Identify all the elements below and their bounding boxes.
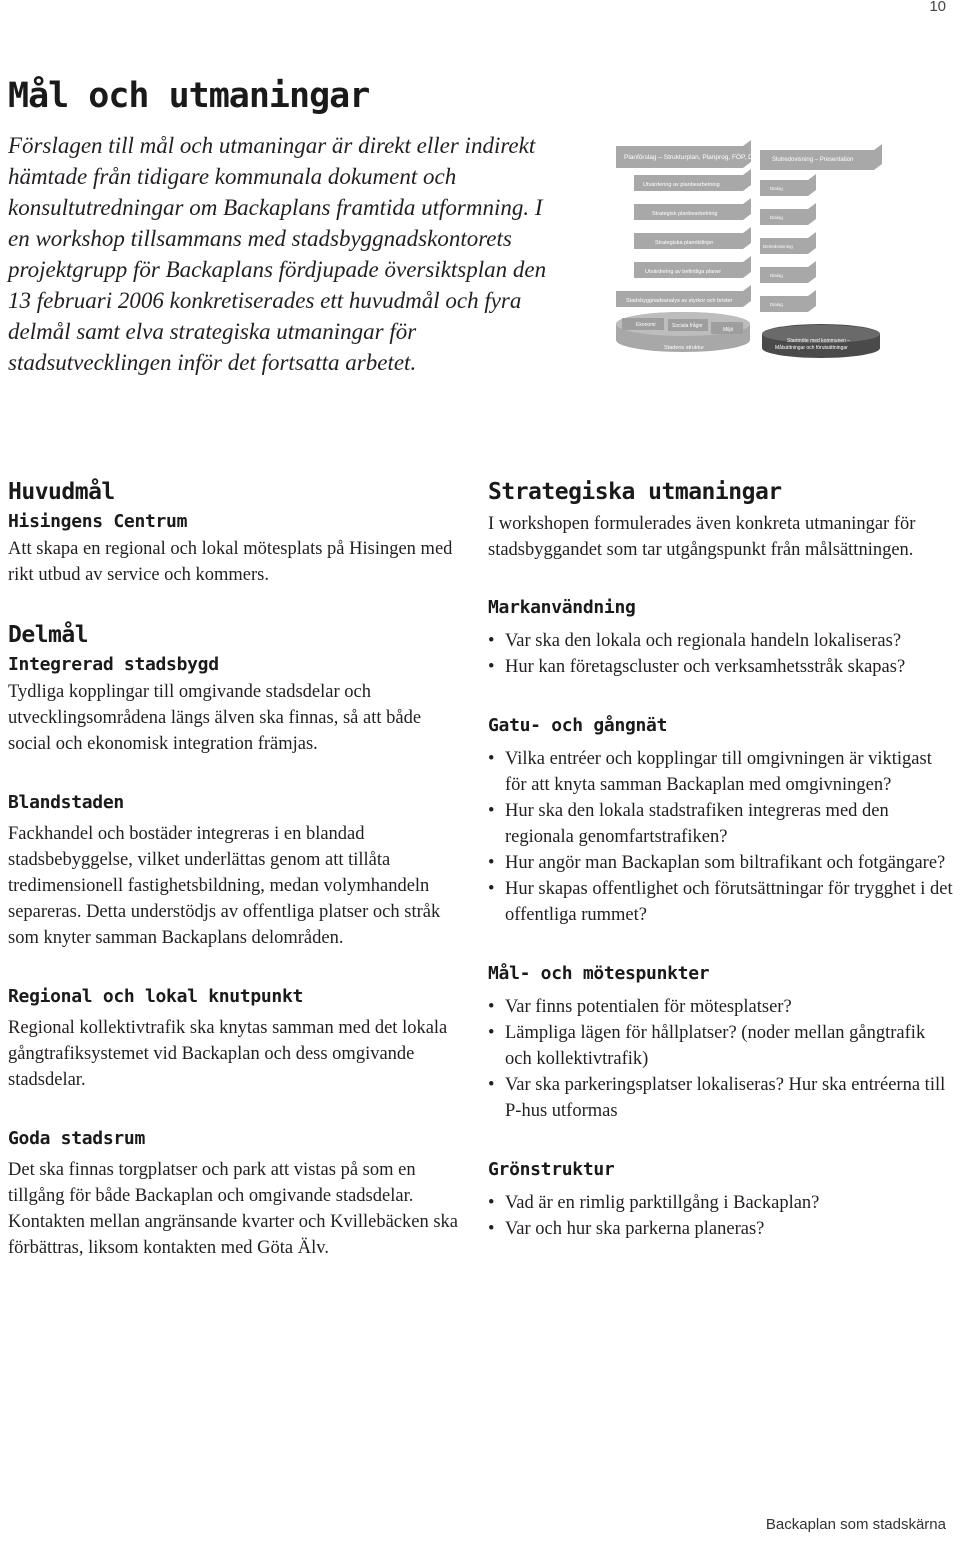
diagram-right-step-2: Dialog bbox=[770, 215, 783, 220]
list-gronstruktur bbox=[488, 1190, 953, 1242]
section-text-knutpunkt: Regional kollektivtrafik ska knytas samman med det lokala gångtrafiksystemet vid Backaplan och dess omgivande stadsdelar. bbox=[8, 1018, 448, 1090]
section-text-blandstaden: Fackhandel och bostäder integreras i en blandad stadsbebyggelse, vilket underlättas genom att tillåta tredimensionell fastighetsbildning, medan volymhandeln separeras. Detta understödjs av offentliga platser och stråk som knyter samman Backaplans delområden. bbox=[8, 824, 441, 948]
section-text-stadsrum: Det ska finnas torgplatser och park att vistas på som en tillgång för både Backaplan och omgivande stadsdelar. Kontakten mellan angränsande kvarter och Kvillebäcken ska förbättras, liksom kontakten med Göta Älv. bbox=[8, 1160, 458, 1258]
section-heading-gronstruktur: Grönstruktur bbox=[488, 1159, 615, 1180]
dialog-box-1 bbox=[760, 174, 816, 196]
dialog-box-3 bbox=[760, 232, 816, 254]
dialog-box-5 bbox=[760, 290, 816, 312]
process-diagram bbox=[612, 138, 884, 358]
page-number: 10 bbox=[929, 0, 946, 15]
list-item: • Var och hur ska parkerna planeras? bbox=[488, 1216, 953, 1242]
section-heading-integrerad: Integrerad stadsbygd bbox=[8, 654, 219, 675]
list-item: • Var finns potentialen för mötesplatser? bbox=[488, 994, 953, 1020]
list-markanvandning bbox=[488, 628, 953, 680]
list-item: • Vilka entréer och kopplingar till omgivningen är viktigast för att knyta samman Backaplan med omgivningen? bbox=[488, 746, 953, 798]
left-column bbox=[8, 478, 458, 1261]
section-heading-markanvandning: Markanvändning bbox=[488, 597, 636, 618]
list-item: • Var ska parkeringsplatser lokaliseras? Hur ska entréerna till P-hus utformas bbox=[488, 1072, 953, 1124]
list-item: • Lämpliga lägen för hållplatser? (noder mellan gångtrafik och kollektivtrafik) bbox=[488, 1020, 953, 1072]
page-title: Mål och utmaningar bbox=[8, 76, 370, 116]
diagram-left-step-2: Strategisk planbearbetning bbox=[652, 211, 718, 217]
strategiska-text: I workshopen formulerades även konkreta utmaningar för stadsbyggandet som tar utgångspunkt från målsättningen. bbox=[488, 514, 916, 560]
list-item: • Hur angör man Backaplan som biltrafikant och fotgängare? bbox=[488, 850, 953, 876]
footer-title: Backaplan som stadskärna bbox=[765, 1516, 946, 1533]
list-item: • Hur ska den lokala stadstrafiken integreras med den regionala genomfartstrafiken? bbox=[488, 798, 953, 850]
diagram-right-step-1: Dialog bbox=[770, 186, 783, 191]
section-heading-knutpunkt: Regional och lokal knutpunkt bbox=[8, 986, 304, 1007]
diagram-right-step-5: Dialog bbox=[770, 302, 783, 307]
base-item-environment: Miljö bbox=[723, 327, 734, 333]
list-item: • Hur kan företagscluster och verksamhetsstråk skapas? bbox=[488, 654, 953, 680]
section-heading-stadsrum: Goda stadsrum bbox=[8, 1128, 145, 1149]
right-base-line-1: Startmöte med kommunen – bbox=[787, 338, 851, 344]
diagram-left-step-3: Strategiska planriktlinjer bbox=[655, 240, 714, 246]
dialog-box-4 bbox=[760, 261, 816, 283]
huvudmal-text: Att skapa en regional och lokal mötesplats på Hisingen med rikt utbud av service och kommers. bbox=[8, 539, 453, 585]
huvudmal-subheading: Hisingens Centrum bbox=[8, 511, 188, 532]
list-item: • Var ska den lokala och regionala handeln lokaliseras? bbox=[488, 628, 953, 654]
section-heading-gatunat: Gatu- och gångnät bbox=[488, 715, 668, 736]
list-item: • Vad är en rimlig parktillgång i Backaplan? bbox=[488, 1190, 953, 1216]
section-text-integrerad: Tydliga kopplingar till omgivande stadsdelar och utvecklingsområdena längs älven ska finnas, så att både social och ekonomisk integration främjas. bbox=[8, 682, 422, 754]
right-base-line-2: Målsättningar och förutsättningar bbox=[775, 345, 848, 351]
dialog-box-2 bbox=[760, 203, 816, 225]
diagram-left-step-5: Stadsbyggnadsanalys av styrkor och brister bbox=[626, 298, 733, 304]
strategiska-heading: Strategiska utmaningar bbox=[488, 479, 782, 505]
diagram-top-label: Planförslag – Strukturplan, Planprog, FÖP, DP bbox=[624, 154, 758, 161]
base-item-economy: Ekonomi bbox=[636, 322, 656, 328]
base-item-social: Sociala frågor bbox=[672, 323, 703, 329]
base-label: Stadens struktur bbox=[664, 345, 705, 351]
delmal-heading: Delmål bbox=[8, 622, 89, 648]
diagram-left-step-4: Utvärdering av befintliga planer bbox=[645, 269, 722, 275]
section-heading-motespunkter: Mål- och mötespunkter bbox=[488, 963, 710, 984]
intro-text: Förslagen till mål och utmaningar är direkt eller indirekt hämtade från tidigare kommunala dokument och konsultutredningar om Backaplans framtida utformning. I en workshop tillsammans med stadsbyggnadskontorets projektgrupp för Backaplans fördjupade översiktsplan den 13 februari 2006 konkretiserades ett huvudmål och fyra delmål samt elva strategiska utmaningar för stadsutvecklingen inför det fortsatta arbetet. bbox=[8, 133, 547, 375]
diagram-left-step-1: Utvärdering av planbearbetning bbox=[643, 182, 720, 188]
diagram-right-step-4: Dialog bbox=[770, 273, 783, 278]
diagram-right-top: Slutredovisning – Presentation bbox=[772, 157, 854, 163]
diagram-right-step-3: Delredovisning bbox=[763, 244, 793, 249]
right-column bbox=[488, 478, 953, 1242]
list-motespunkter bbox=[488, 994, 953, 1124]
list-gatunat bbox=[488, 746, 953, 928]
list-item: • Hur skapas offentlighet och förutsättningar för trygghet i det offentliga rummet? bbox=[488, 876, 953, 928]
huvudmal-heading: Huvudmål bbox=[8, 479, 115, 505]
section-heading-blandstaden: Blandstaden bbox=[8, 792, 124, 813]
